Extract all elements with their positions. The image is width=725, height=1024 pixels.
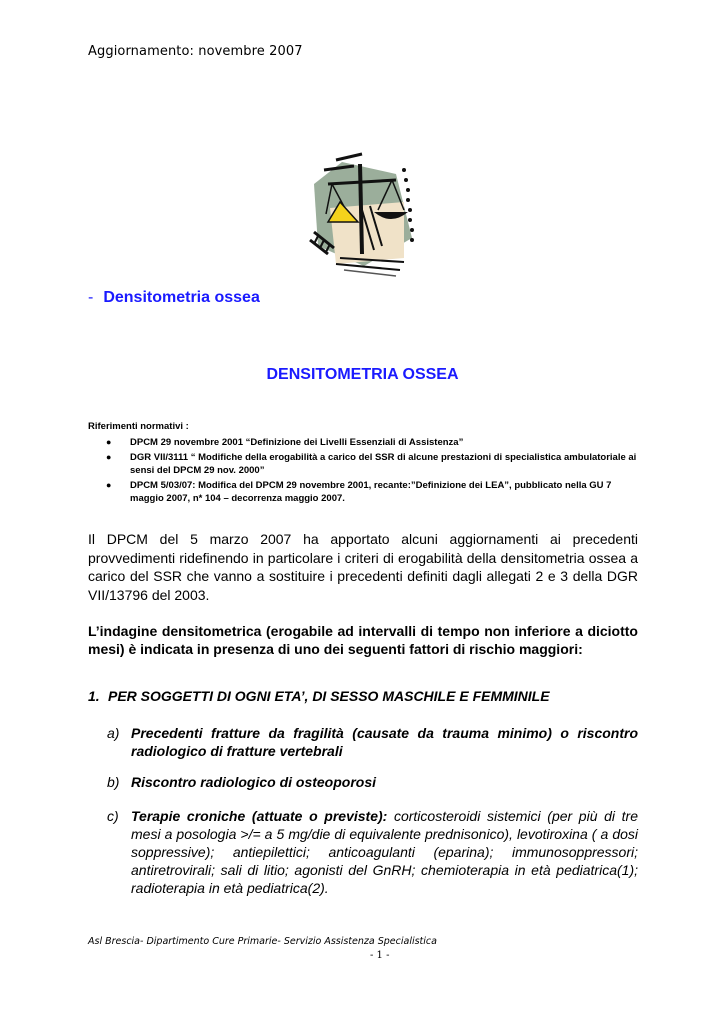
bullet-icon: ● (106, 452, 112, 462)
section-heading-text: Densitometria ossea (103, 289, 260, 306)
item-text: Precedenti fratture da fragilità (causate da trauma minimo) o riscontro radiologico di fratture vertebrali (131, 725, 638, 759)
reference-item (104, 479, 644, 505)
reference-item (104, 436, 644, 449)
list-item-b (107, 773, 638, 791)
list-item-a (107, 724, 638, 760)
item-letter: c) (107, 808, 119, 824)
item-bold-text: Terapie croniche (attuate o previste): (131, 808, 388, 824)
section-title-text: PER SOGGETTI DI OGNI ETA’, DI SESSO MASCHILE E FEMMINILE (108, 688, 550, 704)
footer-text: Asl Brescia- Dipartimento Cure Primarie- Servizio Assistenza Specialistica (88, 936, 437, 947)
item-letter: a) (107, 725, 120, 741)
reference-item (104, 451, 644, 477)
bullet-icon: ● (106, 437, 112, 447)
bullet-icon: ● (106, 480, 112, 490)
heading-dash: - (88, 289, 94, 306)
reference-text: DPCM 5/03/07: Modifica del DPCM 29 novembre 2001, recante:”Definizione dei LEA”, pubblicato nella GU 7 maggio 2007, n* 104 – decorrenza maggio 2007. (130, 480, 612, 504)
scales-of-justice-icon (300, 150, 420, 280)
reference-text: DPCM 29 novembre 2001 “Definizione dei Livelli Essenziali di Assistenza” (130, 437, 464, 448)
list-item-c (107, 807, 638, 897)
item-text (131, 807, 638, 897)
references-list (104, 436, 644, 507)
item-letter: b) (107, 774, 120, 790)
item-regular-text: corticosteroidi sistemici (per più di tre mesi a posologia >/= a 5 mg/die di equivalente prednisonico), levotiroxina ( a dosi soppressive); antiepilettici; anticoagulanti (eparina); immunosoppressori; antiretrovirali; sali di litio; agonisti del GnRH; chemioterapia in età pediatrica(1); radioterapia in età pediatrica(2). (131, 808, 639, 896)
section-1-title (88, 688, 550, 704)
section-number: 1. (88, 688, 100, 704)
section-heading (88, 289, 260, 307)
page-number: - 1 - (370, 950, 390, 961)
indication-paragraph: L’indagine densitometrica (erogabile ad intervalli di tempo non inferiore a diciotto mesi) è indicata in presenza di uno dei seguenti fattori di rischio maggiori: (88, 623, 638, 657)
reference-text: DGR VII/3111 “ Modifiche della erogabilità a carico del SSR di alcune prestazioni di specialistica ambulatoriale ai sensi del DPCM 29 nov. 2000” (130, 452, 637, 476)
intro-paragraph: Il DPCM del 5 marzo 2007 ha apportato alcuni aggiornamenti ai precedenti provvedimenti ridefinendo in particolare i criteri di erogabilità della densitometria ossea a carico del SSR che vanno a sostituire i precedenti definiti dagli allegati 2 e 3 della DGR VII/13796 del 2003. (88, 531, 638, 603)
item-text: Riscontro radiologico di osteoporosi (131, 774, 377, 790)
update-date: Aggiornamento: novembre 2007 (88, 44, 303, 59)
references-label: Riferimenti normativi : (88, 421, 189, 432)
page-title: DENSITOMETRIA OSSEA (266, 366, 459, 383)
